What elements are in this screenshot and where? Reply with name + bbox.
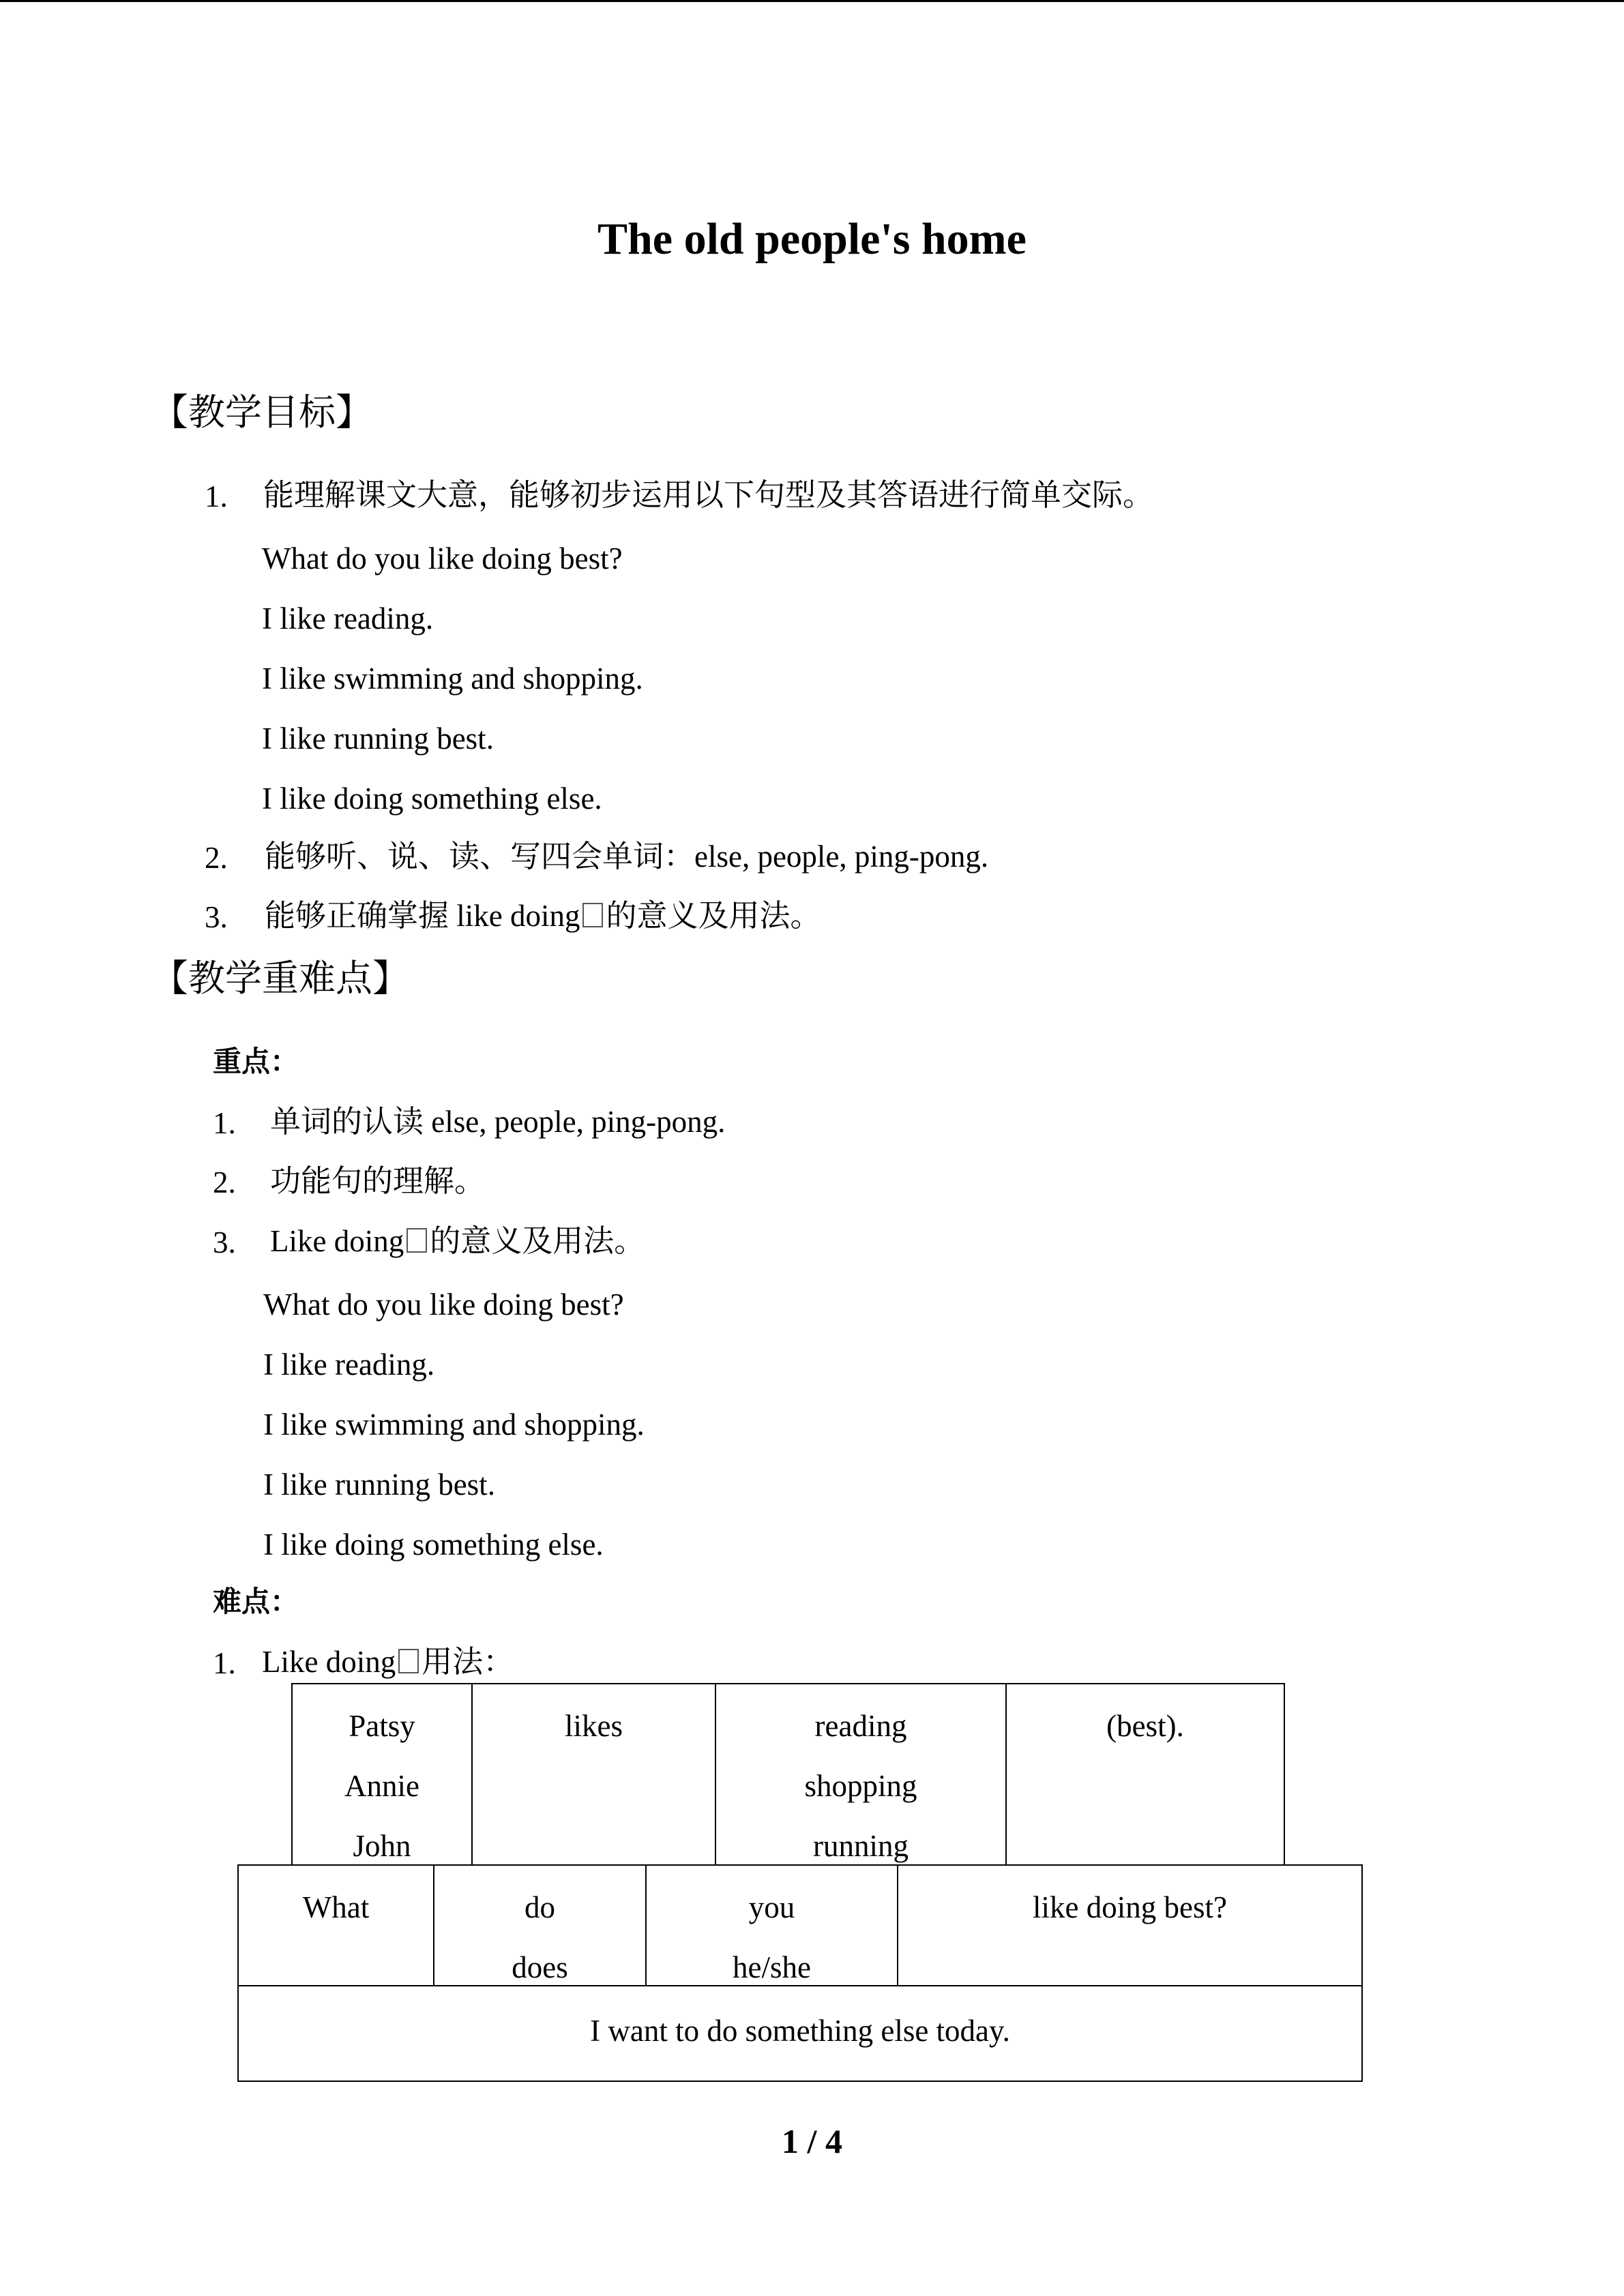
- top-border-line: [0, 0, 1624, 2]
- placeholder-box: [407, 1228, 427, 1253]
- table-cell-activity: reading: [814, 1709, 907, 1743]
- objective-1-text: 能理解课文大意，能够初步运用以下句型及其答语进行简单交际。: [263, 478, 1154, 512]
- objective-sentence: What do you like doing best?: [262, 541, 623, 576]
- table-cell-example-sentence: I want to do something else today.: [590, 2014, 1010, 2048]
- focus-sentence: I like running best.: [263, 1467, 495, 1502]
- objective-sentence: I like swimming and shopping.: [262, 661, 643, 696]
- placeholder-box: [582, 903, 603, 927]
- table-cell-subject: Annie: [344, 1769, 419, 1803]
- table-cell-activity: running: [813, 1829, 909, 1863]
- focus-sentence: I like swimming and shopping.: [263, 1407, 645, 1442]
- table-cell-predicate: like doing best?: [1033, 1890, 1227, 1924]
- objective-2-number: 2.: [205, 841, 228, 875]
- table-border: [1284, 1683, 1285, 1866]
- objective-2-text: 能够听、说、读、写四会单词：else, people, ping-pong.: [265, 839, 989, 874]
- table-border: [1361, 1864, 1363, 2082]
- objective-sentence: I like doing something else.: [262, 781, 602, 816]
- objective-sentence: I like running best.: [262, 721, 494, 756]
- table-cell-best: (best).: [1106, 1709, 1184, 1743]
- difficulty-label: 难点：: [213, 1585, 299, 1618]
- table-cell-activity: shopping: [804, 1769, 917, 1803]
- focus-sentence: I like reading.: [263, 1347, 435, 1382]
- table-border: [237, 1985, 1363, 1986]
- key-points-heading: 【教学重难点】: [151, 957, 409, 1000]
- focus-label: 重点：: [213, 1045, 299, 1078]
- focus-3-text: Like doing 的意义及用法。: [270, 1224, 645, 1258]
- table-border: [291, 1683, 1285, 1684]
- focus-1-text: 单词的认读 else, people, ping-pong.: [270, 1105, 726, 1139]
- objective-sentence: I like reading.: [262, 601, 434, 636]
- focus-sentence: What do you like doing best?: [263, 1287, 624, 1322]
- table-cell-verb: likes: [565, 1709, 623, 1743]
- table-cell-subject: you: [748, 1890, 795, 1924]
- focus-2-number: 2.: [213, 1165, 236, 1199]
- page-number: 1 / 4: [782, 2122, 842, 2160]
- focus-sentence: I like doing something else.: [263, 1527, 604, 1562]
- table-cell-aux: does: [512, 1950, 568, 1984]
- table-cell-subject: he/she: [733, 1950, 811, 1984]
- table-border: [237, 1864, 1363, 1866]
- objective-3-text: 能够正确掌握 like doing 的意义及用法。: [265, 899, 821, 933]
- table-cell-what: What: [302, 1890, 370, 1924]
- table-border: [237, 2081, 1363, 2082]
- objective-3-number: 3.: [205, 900, 228, 934]
- objectives-heading: 【教学目标】: [151, 391, 372, 434]
- page-title: The old people's home: [597, 214, 1027, 264]
- objective-1-number: 1.: [205, 479, 228, 513]
- difficulty-1-text: Like doing 用法：: [262, 1645, 514, 1679]
- focus-3-number: 3.: [213, 1225, 236, 1259]
- focus-2-text: 功能句的理解。: [270, 1164, 486, 1198]
- table-cell-subject: Patsy: [349, 1709, 415, 1743]
- table-cell-aux: do: [525, 1890, 555, 1924]
- table-cell-subject: John: [353, 1829, 411, 1863]
- placeholder-box: [398, 1649, 419, 1673]
- difficulty-1-number: 1.: [213, 1646, 236, 1680]
- focus-1-number: 1.: [213, 1106, 236, 1140]
